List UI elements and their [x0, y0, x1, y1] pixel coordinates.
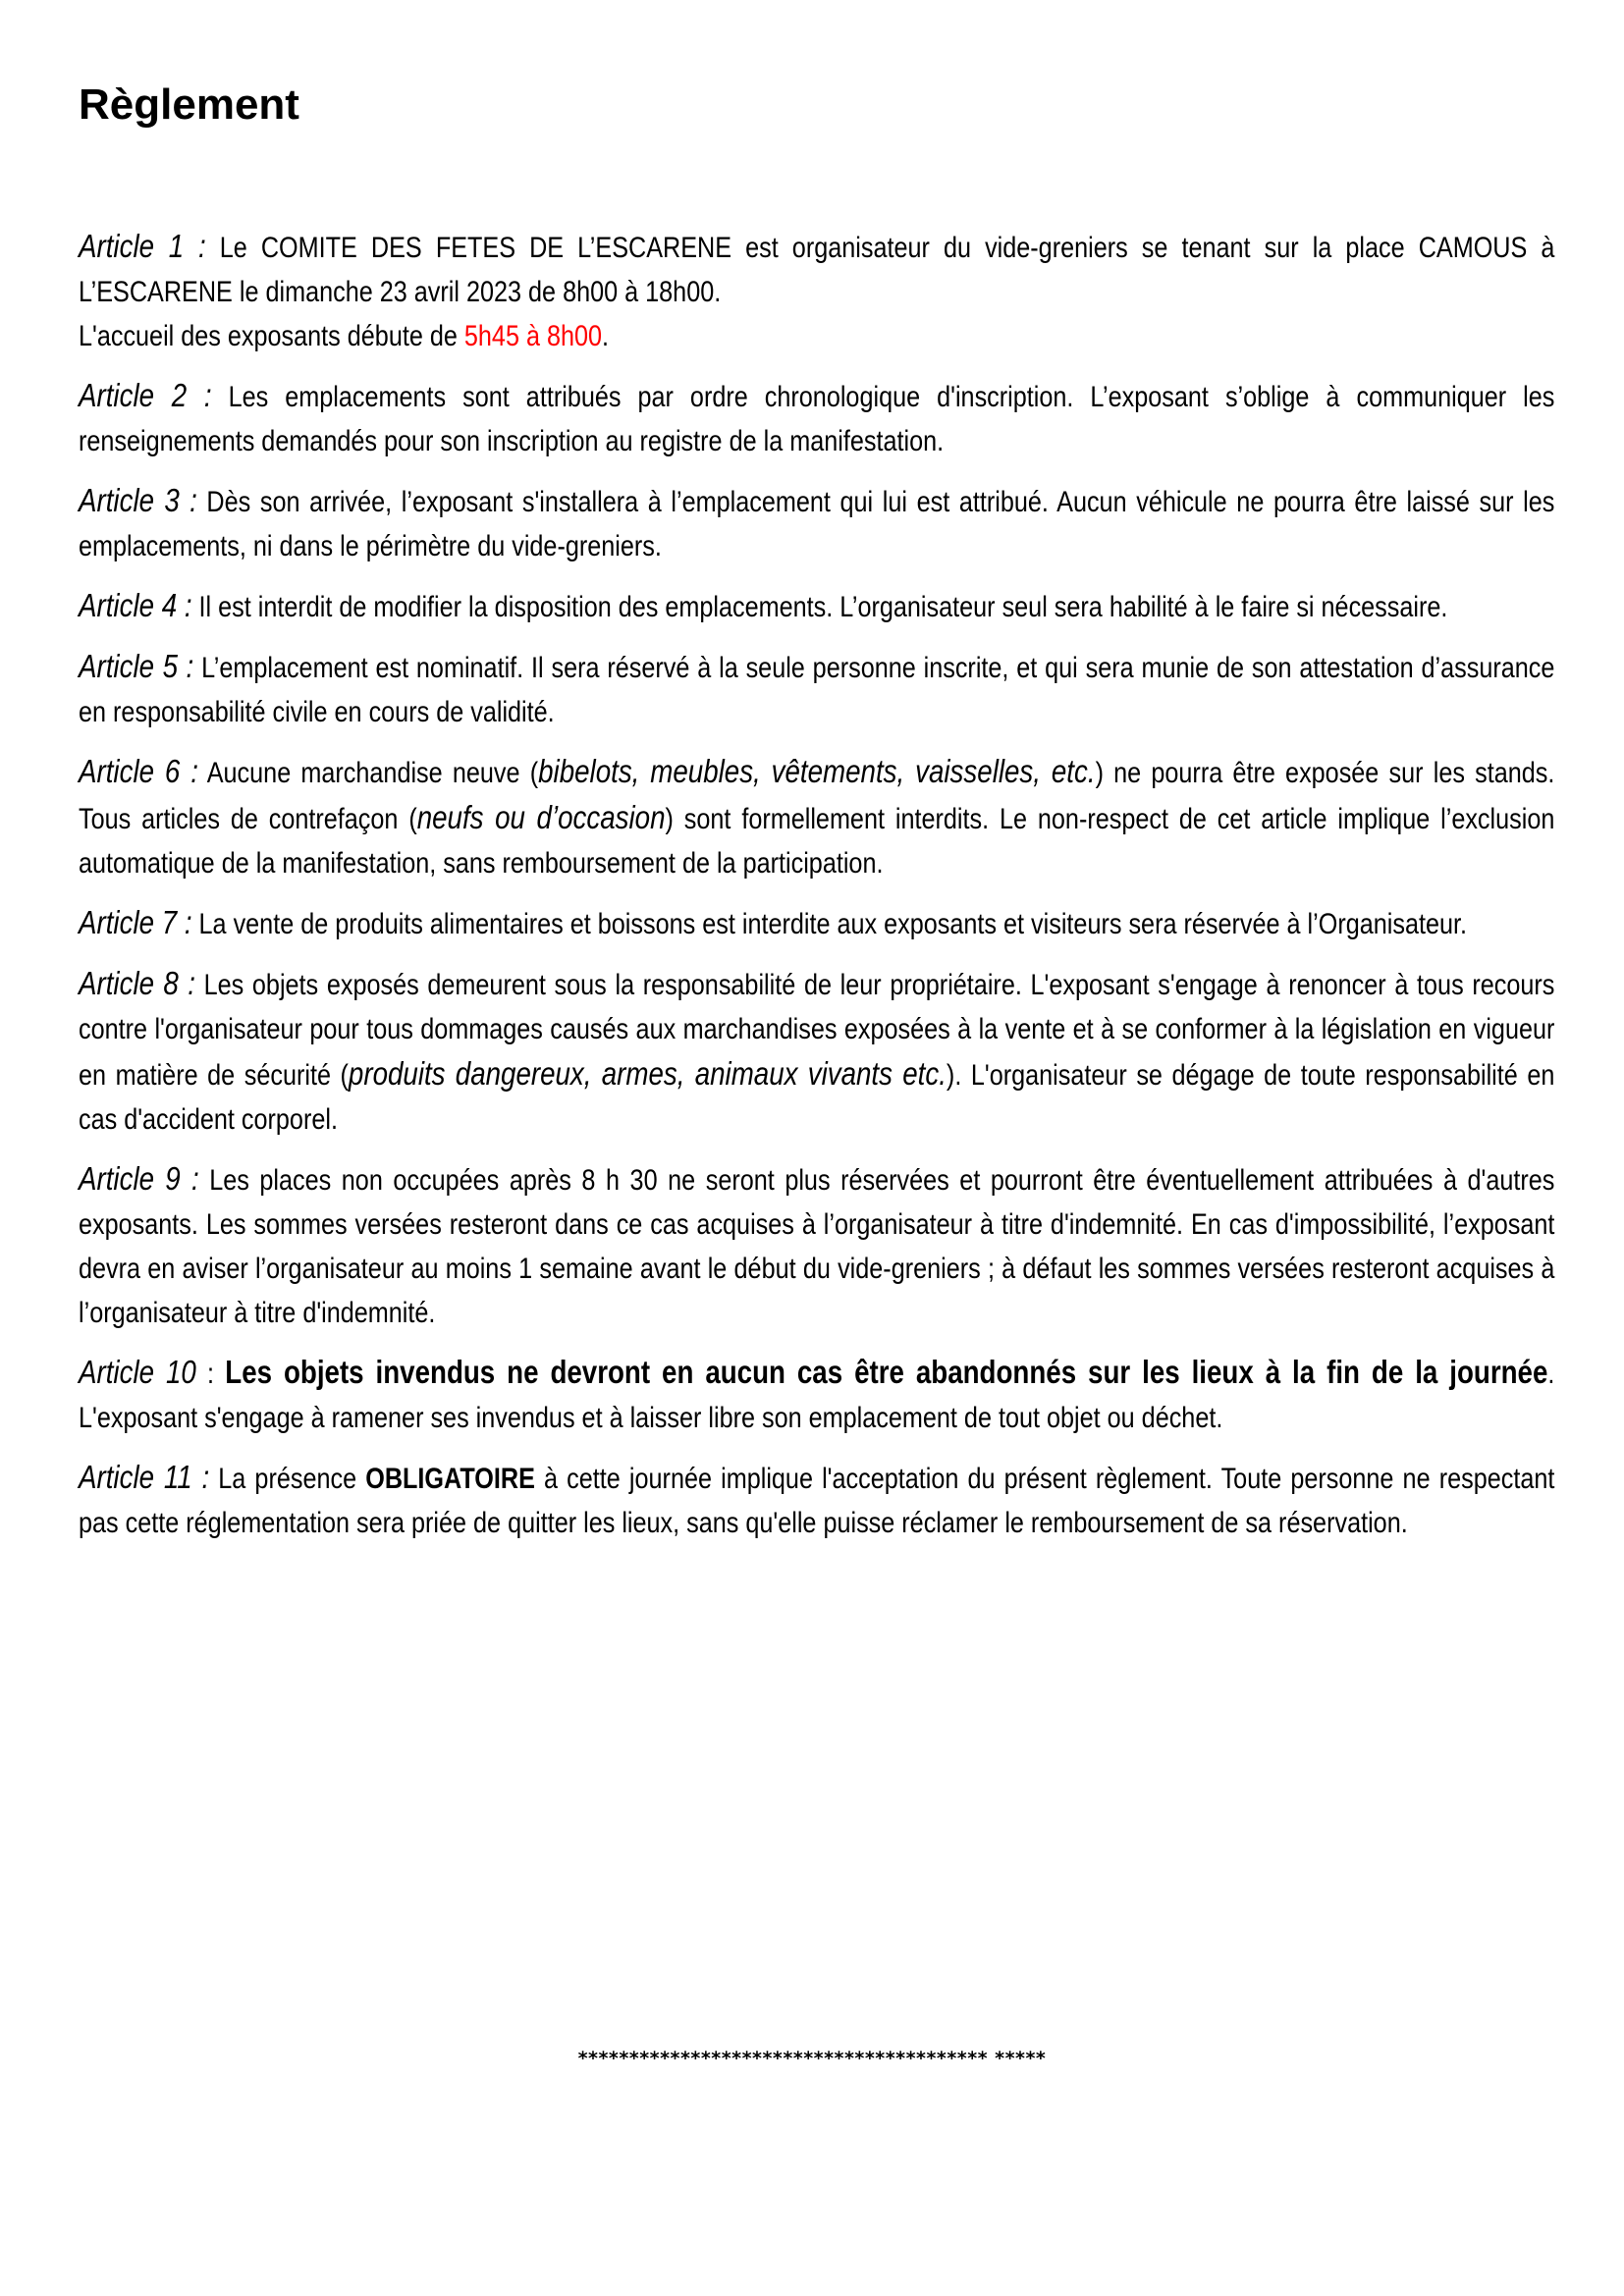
- article-label: Article 4 :: [79, 587, 192, 623]
- article-label: Article 8 :: [79, 965, 195, 1001]
- article-italic-text: bibelots, meubles, vêtements, vaisselles, etc.: [538, 753, 1096, 789]
- article-bold-text: Les objets invendus ne devront en aucun cas être abandonnés sur les lieux à la fin de la journée: [225, 1354, 1548, 1390]
- article-8: [79, 961, 1554, 1142]
- article-11: [79, 1455, 1554, 1545]
- article-text: La présence: [209, 1463, 366, 1495]
- article-text: ) sont formellement interdits. Le non-respect de cet article implique l’exclusion automatique de la manifestation, sans remboursement de la participation.: [79, 803, 1555, 880]
- article-text: Le COMITE DES FETES DE L’ESCARENE est organisateur du vide-greniers se tenant sur la place CAMOUS à L’ESCARENE le dimanche 23 avril 2023 de 8h00 à 18h00.: [79, 232, 1555, 308]
- article-text: Il est interdit de modifier la disposition des emplacements. L’organisateur seul sera habilité à le faire si nécessaire.: [191, 591, 1448, 623]
- asterisk-separator: **************************************** *****: [577, 2048, 1047, 2069]
- article-5: [79, 644, 1554, 734]
- article-text: L’emplacement est nominatif. Il sera réservé à la seule personne inscrite, et qui sera munie de son attestation d’assurance en responsabilité civile en cours de validité.: [79, 652, 1555, 728]
- article-2: [79, 373, 1554, 463]
- article-label: Article 10: [79, 1354, 196, 1390]
- page-title: Règlement: [79, 80, 299, 129]
- article-label: Article 7 :: [79, 904, 192, 940]
- article-4: [79, 583, 1554, 629]
- article-7: [79, 900, 1554, 946]
- article-label: Article 3 :: [79, 482, 197, 518]
- article-6: [79, 749, 1554, 885]
- article-1: [79, 224, 1554, 358]
- article-text: à cette journée implique l'acceptation du présent règlement. Toute personne ne respectant pas cette réglementation sera priée de quitter les lieux, sans qu'elle puisse réclamer le remboursement de sa réservation.: [79, 1463, 1555, 1539]
- article-3: [79, 478, 1554, 568]
- article-label: Article 11 :: [79, 1459, 210, 1495]
- article-label: Article 1 :: [79, 228, 206, 264]
- highlight-time: 5h45 à 8h00: [463, 320, 603, 352]
- article-text: L'accueil des exposants débute de: [79, 320, 464, 352]
- article-9: [79, 1156, 1554, 1335]
- article-text: .: [602, 320, 610, 352]
- article-text: Dès son arrivée, l’exposant s'installera à l’emplacement qui lui est attribué. Aucun véhicule ne pourra être laissé sur les emplacements, ni dans le périmètre du vide-greniers.: [79, 486, 1555, 562]
- article-label: Article 6 :: [79, 753, 198, 789]
- article-10: [79, 1350, 1554, 1440]
- article-colon: :: [195, 1358, 226, 1390]
- article-text: Les places non occupées après 8 h 30 ne seront plus réservées et pourront être éventuellement attribuées à d'autres exposants. Les sommes versées resteront dans ce cas acquises à l’organisateur à titre d'indemnité. En cas d'impossibilité, l’exposant devra en aviser l’organisateur au moins 1 semaine avant le début du vide-greniers ; à défaut les sommes versées resteront acquises à l’organisateur à titre d'indemnité.: [79, 1164, 1555, 1329]
- articles-list: [79, 224, 1555, 1560]
- article-text: . L'exposant s'engage à ramener ses invendus et à laisser libre son emplacement de tout objet ou déchet.: [79, 1358, 1555, 1434]
- article-bold-text: OBLIGATOIRE: [365, 1463, 535, 1495]
- article-text: Les objets exposés demeurent sous la responsabilité de leur propriétaire. L'exposant s'engage à renoncer à tous recours contre l'organisateur pour tous dommages causés aux marchandises exposées à la vente et à se conformer à la législation en vigueur en matière de sécurité (: [79, 969, 1555, 1092]
- article-text: La vente de produits alimentaires et boissons est interdite aux exposants et visiteurs sera réservée à l’Organisateur.: [191, 908, 1468, 940]
- article-italic-text: produits dangereux, armes, animaux vivants etc.: [348, 1055, 947, 1092]
- article-label: Article 9 :: [79, 1160, 199, 1197]
- article-label: Article 5 :: [79, 648, 194, 684]
- article-text: ) ne pourra être exposée sur les stands. Tous articles de contrefaçon (: [79, 757, 1555, 835]
- article-label: Article 2 :: [79, 377, 212, 413]
- article-text: Les emplacements sont attribués par ordre chronologique d'inscription. L’exposant s’oblige à communiquer les renseignements demandés pour son inscription au registre de la manifestation.: [79, 381, 1555, 457]
- article-text: Aucune marchandise neuve (: [197, 757, 539, 789]
- article-text: ). L'organisateur se dégage de toute responsabilité en cas d'accident corporel.: [79, 1059, 1555, 1136]
- article-italic-text: neufs ou d’occasion: [416, 799, 666, 835]
